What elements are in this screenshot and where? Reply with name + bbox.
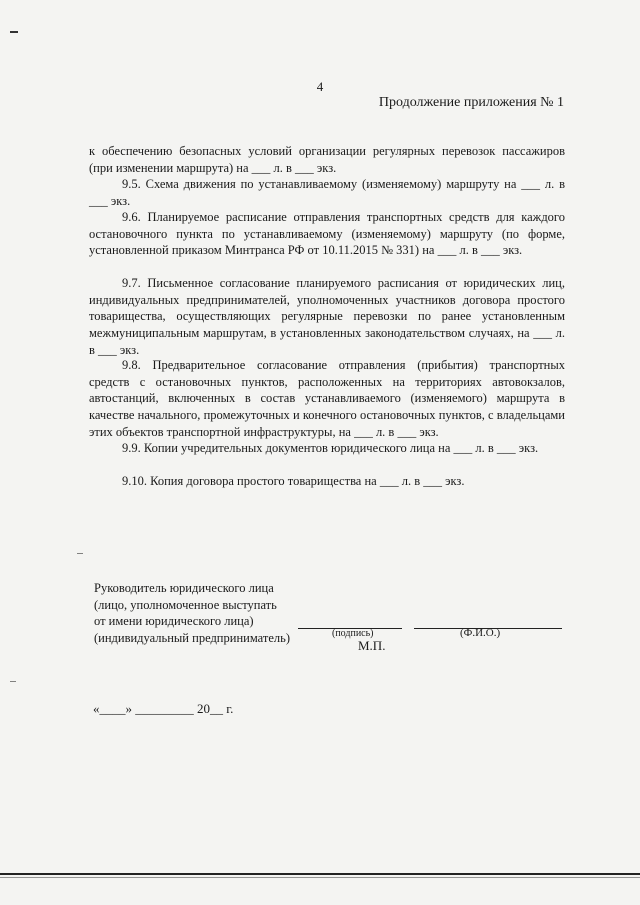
paragraph-9-7-text: 9.7. Письменное согласование планируемого расписания от юридических лиц, индивидуальных предпринимателей, уполномоченных участников договора простого товарищества, осуществляющих регулярные перевозки по ранее установленным межмуниципальным маршрутам, в установленных законодательством случаях, на ___ л. в ___ экз. (89, 276, 565, 357)
signatory-line-3: от имени юридического лица) (94, 614, 254, 629)
paragraph-9-8 (89, 357, 565, 441)
seal-mark: М.П. (358, 638, 386, 653)
paragraph-intro: к обеспечению безопасных условий организации регулярных перевозок пассажиров (при изменении маршрута) на ___ л. в ___ экз. (89, 144, 565, 175)
scan-mark (77, 553, 83, 554)
paragraph-9-10-text: 9.10. Копия договора простого товарищества на ___ л. в ___ экз. (122, 474, 465, 488)
bottom-scan-edge (0, 873, 640, 875)
paragraph-9-5 (89, 176, 565, 209)
signature-caption: (подпись) (332, 628, 374, 639)
appendix-title: Продолжение приложения № 1 (378, 95, 564, 110)
paragraph-9-6-text: 9.6. Планируемое расписание отправления транспортных средств для каждого остановочного пункта по устанавливаемому (изменяемому) маршруту (по форме, установленной приказом Минтранса РФ от 10.11.2015 № 331) на ___ л. в ___ экз. (89, 210, 565, 258)
paragraph-9-6 (89, 209, 565, 259)
signature-block (94, 580, 334, 647)
paragraph-9-9-text: 9.9. Копии учредительных документов юридического лица на ___ л. в ___ экз. (122, 441, 539, 455)
name-caption: (Ф.И.О.) (460, 627, 501, 639)
paragraph-9-9 (89, 440, 565, 457)
date-line: «____» _________ 20__ г. (93, 701, 234, 716)
signatory-line-2: (лицо, уполномоченное выступать (94, 597, 277, 612)
scan-mark (10, 681, 16, 682)
signatory-line-1: Руководитель юридического лица (94, 581, 274, 595)
paragraph-9-7 (89, 275, 565, 359)
paragraph-9-8-text: 9.8. Предварительное согласование отправления (прибытия) транспортных средств с остановочных пунктов, расположенных на территориях автовокзалов, автостанций, включенных в состав устанавливаемого (изменяемого) маршрута в качестве начального, промежуточных и конечного остановочных пунктов, с владельцами этих объектов транспортной инфраструктуры, на ___ л. в ___ экз. (89, 358, 565, 439)
signatory-line-4: (индивидуальный предприниматель) (94, 631, 290, 646)
page-number: 4 (316, 79, 324, 94)
bottom-scan-edge-shadow (0, 877, 640, 878)
paragraph-9-10 (89, 473, 565, 490)
scan-mark (10, 31, 18, 33)
paragraph-9-5-text: 9.5. Схема движения по устанавливаемому (изменяемому) маршруту на ___ л. в ___ экз. (89, 177, 565, 208)
